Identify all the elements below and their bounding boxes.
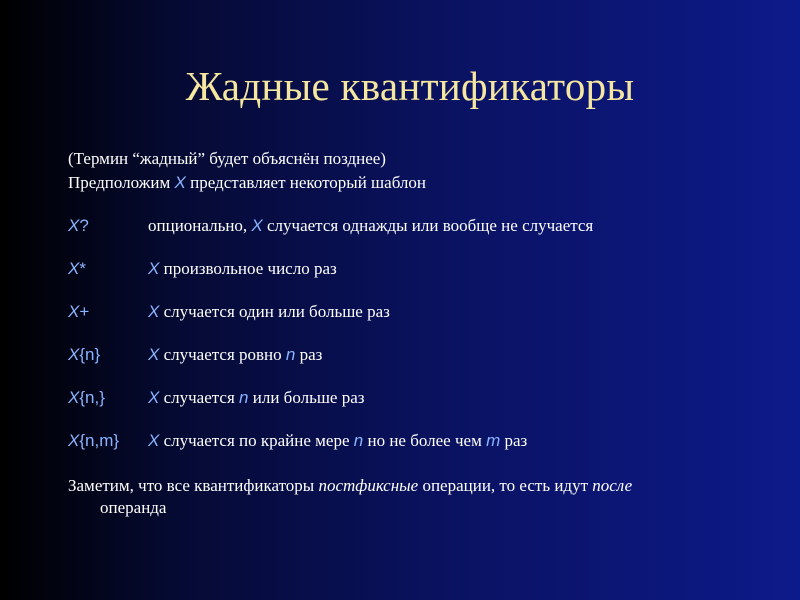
postfix-note [68, 475, 758, 519]
desc-var: X [148, 259, 160, 278]
intro-line-2 [68, 172, 426, 194]
desc-n: n [239, 388, 249, 407]
desc-text: случается [159, 388, 240, 407]
desc-var: X [251, 216, 263, 235]
desc-n: n [285, 345, 296, 364]
quantifier-description [148, 387, 364, 409]
code-var: X [68, 345, 80, 364]
intro-line-2-pre: Предположим [68, 173, 175, 192]
note-emphasis-after: после [592, 476, 633, 495]
intro-line-1: (Термин “жадный” будет объяснён позднее) [68, 149, 386, 168]
quantifier-description [148, 430, 527, 452]
code-var: X [68, 259, 80, 278]
code-var: X [68, 302, 80, 321]
desc-text: случается ровно [159, 345, 286, 364]
desc-tail: или больше раз [248, 388, 365, 407]
code-symbol: {n,} [79, 388, 105, 407]
desc-tail: раз [295, 345, 323, 364]
desc-var: X [148, 388, 160, 407]
note-pre: Заметим, что все квантификаторы [68, 476, 319, 495]
quantifier-code [68, 344, 100, 366]
slide-title: Жадные квантификаторы [185, 63, 635, 109]
note-mid: операции, то есть идут [418, 476, 593, 495]
code-symbol: {n} [79, 345, 101, 364]
quantifier-code [68, 215, 89, 237]
desc-text: случается по крайне мере [159, 431, 354, 450]
intro-line-2-post: представляет некоторый шаблон [185, 173, 426, 192]
quantifier-code [68, 387, 105, 409]
quantifier-code [68, 430, 119, 452]
desc-text: произвольное число раз [159, 259, 337, 278]
quantifier-code [68, 258, 86, 280]
desc-var: X [148, 431, 160, 450]
quantifier-description [148, 258, 337, 280]
code-symbol: ? [79, 216, 89, 235]
note-tail: операнда [100, 498, 167, 517]
code-var: X [68, 388, 80, 407]
quantifier-code [68, 301, 89, 323]
quantifier-description [148, 344, 322, 366]
code-symbol: + [79, 302, 90, 321]
pattern-variable: X [174, 173, 186, 192]
quantifier-description: опционально, X случается однажды или вообще не случается [148, 216, 594, 235]
desc-var: X [148, 302, 160, 321]
desc-tail: раз [500, 431, 528, 450]
desc-var: X [148, 345, 160, 364]
note-emphasis-postfix: постфиксные [318, 476, 419, 495]
desc-m: m [486, 431, 501, 450]
quantifier-description [148, 301, 390, 323]
desc-n: n [353, 431, 364, 450]
code-symbol: {n,m} [79, 431, 120, 450]
code-symbol: * [79, 259, 86, 278]
desc-text: случается один или больше раз [159, 302, 390, 321]
desc-mid: но не более чем [363, 431, 487, 450]
code-var: X [68, 431, 80, 450]
code-var: X [68, 216, 80, 235]
